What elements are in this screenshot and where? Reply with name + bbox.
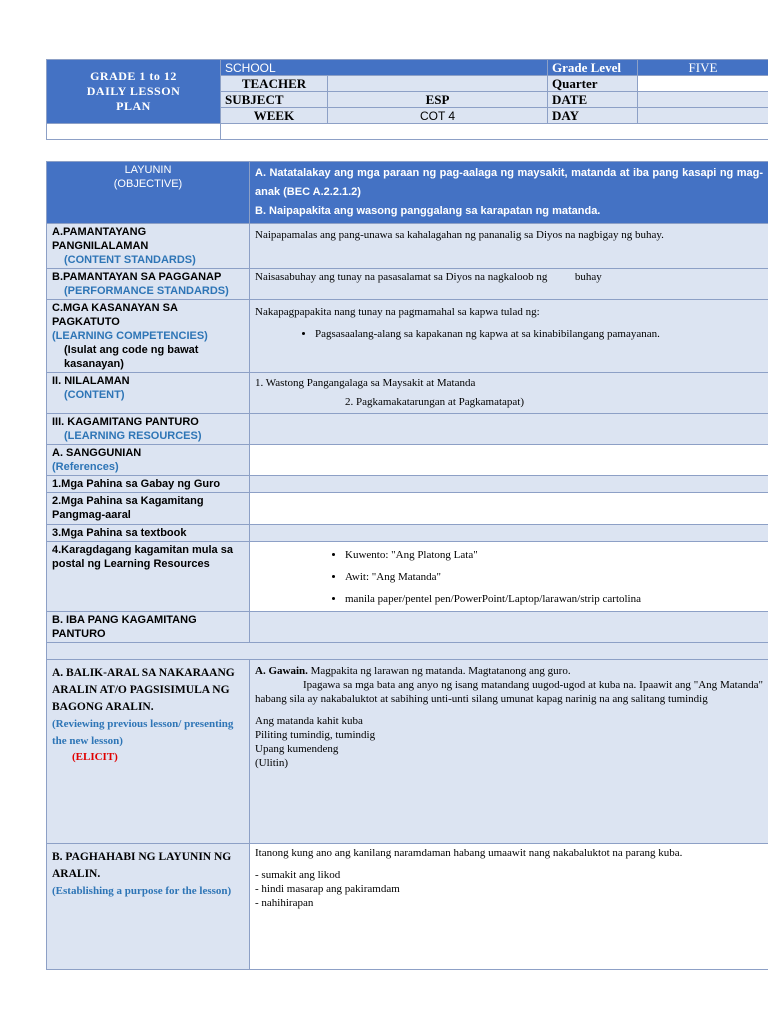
purpose-label-cell (47, 844, 250, 970)
performance-standards-label-cell (47, 269, 250, 300)
content-label-cell (47, 373, 250, 414)
day-label: DAY (548, 108, 638, 124)
competencies-list (255, 323, 763, 345)
textbook-pages-label: 3.Mga Pahina sa textbook (47, 525, 250, 542)
header-blank-left (47, 124, 221, 140)
grade-level-value: FIVE (638, 60, 768, 76)
content-label: II. NILALAMAN (52, 375, 130, 387)
additional-materials-list (255, 544, 763, 610)
competencies-cell (250, 300, 768, 373)
references-label-cell (47, 445, 250, 476)
resources-value (250, 414, 768, 445)
content-standards-value: Naipapamalas ang pang-unawa sa kahalagahan ng pananalig sa Diyos na nagbigay ng buhay. (250, 224, 768, 269)
review-sub: (Reviewing previous lesson/ presenting the new lesson) (52, 718, 234, 747)
grade-level-label: Grade Level (548, 60, 638, 76)
objective-b: B. Naipapakita ang wasong panggalang sa karapatan ng matanda. (255, 205, 601, 217)
content-cell (250, 373, 768, 414)
resources-label-cell (47, 414, 250, 445)
gawain-label: A. Gawain. (255, 665, 308, 677)
objective-cell (250, 162, 768, 224)
subject-value: ESP (328, 92, 548, 108)
learner-pages-value (250, 493, 768, 525)
review-label-cell (47, 660, 250, 844)
lesson-plan-table (46, 161, 768, 970)
date-value (638, 92, 768, 108)
performance-standards-sub: (PERFORMANCE STANDARDS) (64, 285, 229, 297)
header-table (46, 59, 768, 140)
resources-label: III. KAGAMITANG PANTURO (52, 416, 199, 428)
guide-pages-value (250, 476, 768, 493)
performance-standards-value: Naisasabuhay ang tunay na pasasalamat sa Diyos na nagkaloob ng buhay (250, 269, 768, 300)
guide-pages-label: 1.Mga Pahina sa Gabay ng Guro (47, 476, 250, 493)
competencies-sub: (LEARNING COMPETENCIES) (52, 330, 208, 342)
textbook-pages-value (250, 525, 768, 542)
objective-label-en: (OBJECTIVE) (113, 178, 183, 190)
competencies-value: Nakapagpapakita nang tunay na pagmamahal sa kapwa tulad ng: (255, 306, 540, 318)
purpose-answer: - nahihirapan (255, 897, 314, 909)
competencies-note: (Isulat ang code ng bawat kasanayan) (64, 344, 199, 370)
review-cell (250, 660, 768, 844)
song-line: (Ulitin) (255, 757, 288, 769)
school-label: SCHOOL (221, 60, 548, 76)
header-blank-right (221, 124, 768, 140)
learner-pages-label: 2.Mga Pahina sa Kagamitang Pangmag-aaral (47, 493, 250, 525)
references-label: A. SANGGUNIAN (52, 447, 142, 459)
gawain-text: Magpakita ng larawan ng matanda. Magtatanong ang guro. (310, 665, 571, 677)
purpose-cell (250, 844, 768, 970)
objective-label: LAYUNIN (124, 164, 172, 176)
review-tag: (ELICIT) (72, 751, 118, 763)
date-label: DATE (548, 92, 638, 108)
review-label: A. BALIK-ARAL SA NAKARAANG ARALIN AT/O PAGSISIMULA NG BAGONG ARALIN. (52, 667, 235, 713)
week-label: WEEK (221, 108, 328, 124)
additional-material-item: • Awit: "Ang Matanda" (345, 566, 763, 588)
dlp-title: GRADE 1 to 12 DAILY LESSON PLAN (47, 60, 221, 124)
purpose-answer: - sumakit ang likod (255, 869, 341, 881)
purpose-label: B. PAGHAHABI NG LAYUNIN NG ARALIN. (52, 851, 232, 880)
other-materials-label: B. IBA PANG KAGAMITANG PANTURO (47, 612, 250, 643)
content-line1: 1. Wastong Pangangalaga sa Maysakit at Matanda (255, 377, 476, 389)
week-value: COT 4 (328, 108, 548, 124)
purpose-sub: (Establishing a purpose for the lesson) (52, 885, 232, 897)
additional-material-item: • Kuwento: "Ang Platong Lata" (345, 544, 763, 566)
additional-material-item: • manila paper/pentel pen/PowerPoint/Laptop/larawan/strip cartolina (345, 588, 763, 610)
quarter-label: Quarter (548, 76, 638, 92)
references-value (250, 445, 768, 476)
competencies-bullet: • Pagsasaalang-alang sa kapakanan ng kapwa at sa kinabibilangang pamayanan. (315, 323, 763, 345)
teacher-label: TEACHER (221, 76, 328, 92)
additional-materials-label: 4.Karagdagang kagamitan mula sa postal ng Learning Resources (47, 542, 250, 612)
additional-materials-cell (250, 542, 768, 612)
competencies-label-cell (47, 300, 250, 373)
content-standards-label-cell (47, 224, 250, 269)
teacher-value (328, 76, 548, 92)
subject-label: SUBJECT (221, 92, 328, 108)
resources-sub: (LEARNING RESOURCES) (64, 430, 202, 442)
references-sub: (References) (52, 461, 119, 473)
purpose-answer: - hindi masarap ang pakiramdam (255, 883, 400, 895)
content-sub: (CONTENT) (64, 389, 125, 401)
purpose-question: Itanong kung ano ang kanilang naramdaman habang umaawit nang nakabaluktot na parang kuba. (255, 847, 683, 859)
objective-a: A. Natatalakay ang mga paraan ng pag-aalaga ng maysakit, matanda at iba pang kasapi ng mag-anak (BEC A.2.2.1.2) (255, 167, 763, 198)
spacer-row (47, 643, 768, 660)
content-line2: 2. Pagkamakatarungan at Pagkamatapat) (345, 396, 524, 408)
song-line: Piliting tumindig, tumindig (255, 729, 376, 741)
song-line: Upang kumendeng (255, 743, 339, 755)
objective-label-cell (47, 162, 250, 224)
competencies-label: C.MGA KASANAYAN SA PAGKATUTO (52, 302, 178, 328)
review-paragraph: Ipagawa sa mga bata ang anyo ng isang matandang uugod-ugod at kuba na. Ipaawit ang "Ang Matanda" habang sila ay nakabaluktot at sabihing unti-unti silang umunat kapag narinig na ang salitang tumindig (255, 679, 763, 705)
song-line: Ang matanda kahit kuba (255, 715, 363, 727)
gawain-line (255, 664, 763, 678)
content-standards-sub: (CONTENT STANDARDS) (64, 254, 196, 266)
day-value (638, 108, 768, 124)
quarter-value (638, 76, 768, 92)
other-materials-value (250, 612, 768, 643)
content-standards-label: A.PAMANTAYANG PANGNILALAMAN (52, 226, 149, 252)
performance-standards-label: B.PAMANTAYAN SA PAGGANAP (52, 271, 222, 283)
